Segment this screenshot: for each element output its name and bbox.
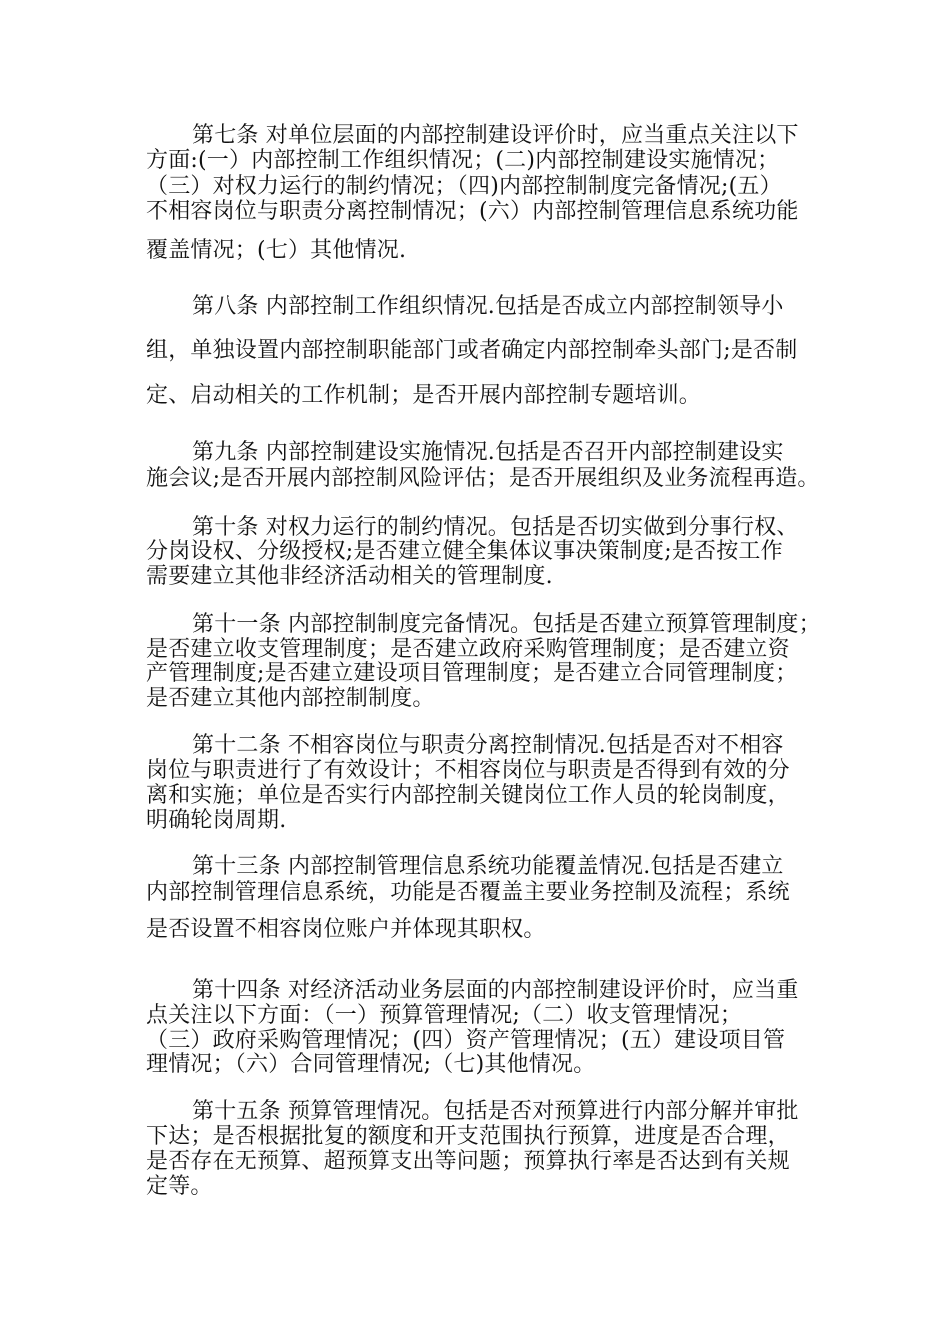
text-line: 施会议;是否开展内部控制风险评估；是否开展组织及业务流程再造。 (146, 466, 820, 491)
text-line: 第九条 内部控制建设实施情况.包括是否召开内部控制建设实 (192, 440, 784, 465)
text-line: 第七条 对单位层面的内部控制建设评价时，应当重点关注以下 (192, 123, 799, 148)
text-line: 第十四条 对经济活动业务层面的内部控制建设评价时，应当重 (192, 978, 799, 1003)
text-line: 离和实施；单位是否实行内部控制关键岗位工作人员的轮岗制度， (146, 783, 790, 808)
text-line: 内部控制管理信息系统，功能是否覆盖主要业务控制及流程；系统 (146, 880, 790, 905)
text-line: 第十二条 不相容岗位与职责分离控制情况.包括是否对不相容 (192, 733, 784, 758)
text-line: 点关注以下方面：（一）预算管理情况;（二）收支管理情况； (146, 1003, 743, 1028)
text-line: 分岗设权、分级授权;是否建立健全集体议事决策制度;是否按工作 (146, 539, 783, 564)
text-line: 第十一条 内部控制制度完备情况。包括是否建立预算管理制度； (192, 612, 821, 637)
text-line: 下达；是否根据批复的额度和开支范围执行预算，进度是否合理， (146, 1124, 790, 1149)
text-line: 第八条 内部控制工作组织情况.包括是否成立内部控制领导小 (192, 294, 784, 319)
text-line: 岗位与职责进行了有效设计；不相容岗位与职责是否得到有效的分 (146, 758, 790, 783)
text-line: 是否建立其他内部控制制度。 (146, 686, 435, 711)
text-line: 需要建立其他非经济活动相关的管理制度. (146, 564, 553, 589)
text-line: 第十三条 内部控制管理信息系统功能覆盖情况.包括是否建立 (192, 854, 784, 879)
text-line: 明确轮岗周期. (146, 808, 287, 833)
text-line: 覆盖情况；(七）其他情况. (146, 238, 407, 263)
text-line: 定、启动相关的工作机制；是否开展内部控制专题培训。 (146, 383, 702, 408)
text-line: 第十条 对权力运行的制约情况。包括是否切实做到分事行权、 (192, 515, 799, 540)
text-line: 不相容岗位与职责分离控制情况；(六）内部控制管理信息系统功能 (146, 199, 799, 224)
text-line: 组，单独设置内部控制职能部门或者确定内部控制牵头部门;是否制 (146, 338, 798, 363)
text-line: 第十五条 预算管理情况。包括是否对预算进行内部分解并审批 (192, 1099, 799, 1124)
text-line: 是否建立收支管理制度；是否建立政府采购管理制度；是否建立资 (146, 637, 790, 662)
text-line: 是否设置不相容岗位账户并体现其职权。 (146, 917, 546, 942)
text-line: 理情况；（六）合同管理情况;（七)其他情况。 (146, 1052, 596, 1077)
text-line: 产管理制度;是否建立建设项目管理制度；是否建立合同管理制度； (146, 661, 798, 686)
text-line: （三）对权力运行的制约情况；（四)内部控制制度完备情况;(五） (146, 174, 782, 199)
text-line: （三）政府采购管理情况；(四）资产管理情况；(五）建设项目管 (146, 1028, 786, 1053)
text-line: 方面:(一）内部控制工作组织情况；(二)内部控制建设实施情况； (146, 148, 780, 173)
text-line: 定等。 (146, 1174, 213, 1199)
text-line: 是否存在无预算、超预算支出等问题；预算执行率是否达到有关规 (146, 1149, 790, 1174)
